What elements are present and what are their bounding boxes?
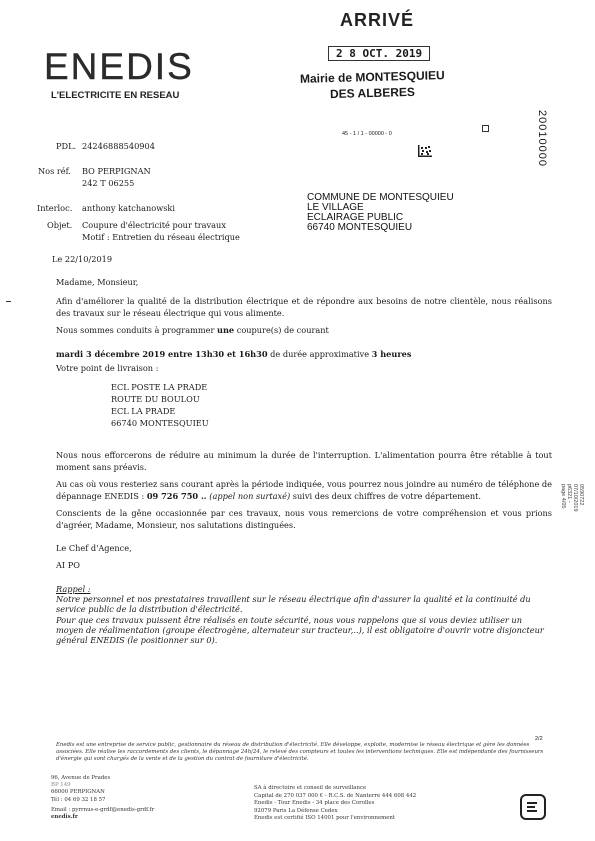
delivery-line-3: ECL LA PRADE — [111, 406, 176, 416]
rappel-paragraph-2: Pour que ces travaux puissent être réalisés en toute sécurité, nous vous rappelons que si vous deviez utiliser un moyen de réalimentation (groupe électrogène, alternateur sur tracteur,..), il est obligatoire d'ouvrir votre disjoncteur général ENEDIS (le positionner sur 0). — [56, 615, 544, 645]
interloc-label: Interloc. — [37, 203, 73, 213]
nosref-label: Nos réf. — [38, 166, 71, 176]
para4-phone: 09 726 750 .. — [146, 490, 207, 501]
enedis-logo-mark — [520, 794, 546, 820]
footer-right-line-3: Enedis - Tour Enedis - 34 place des Corolles — [254, 800, 375, 806]
footer-right-line-2: Capital de 270 037 000 € - R.C.S. de Nanterre 444 608 442 — [254, 793, 417, 799]
pdl-value: 24246888540904 — [82, 141, 155, 151]
delivery-label: Votre point de livraison : — [56, 363, 159, 373]
margin-mark — [6, 301, 11, 302]
delivery-line-2: ROUTE DU BOULOU — [111, 394, 200, 404]
stamp-mairie-line1: Mairie de MONTESQUIEU — [299, 68, 445, 86]
objet-value-1: Coupure d'électricité pour travaux — [82, 220, 226, 230]
para2-bold: une — [217, 325, 235, 335]
interloc-value: anthony katchanowski — [82, 203, 176, 213]
delivery-line-4: 66740 MONTESQUIEU — [111, 418, 209, 428]
schedule-line — [56, 349, 552, 361]
paragraph-troubleshooting — [56, 479, 552, 502]
recipient-line-2: LE VILLAGE — [307, 202, 364, 213]
objet-label: Objet. — [47, 220, 73, 230]
rappel-title: Rappel : — [56, 584, 91, 594]
schedule-date: mardi 3 décembre 2019 entre 13h30 et 16h30 — [56, 349, 268, 359]
letter-date: Le 22/10/2019 — [52, 254, 113, 264]
rappel-paragraph-1: Notre personnel et nos prestataires travaillent sur le réseau électrique afin d'assurer la qualité et la continuité du service public de la distribution d'électricité. — [56, 594, 531, 614]
signature-title: Le Chef d'Agence, — [56, 543, 132, 553]
nosref-value-2: 242 T 06255 — [82, 178, 135, 188]
paragraph-improvement: Afin d'améliorer la qualité de la distribution électrique et de répondre aux besoins de notre clientèle, nous réalisons des travaux sur le réseau électrique qui vous alimente. — [56, 296, 552, 318]
paragraph-programming — [56, 325, 552, 337]
para4-suffix: suivi des deux chiffres de votre département. — [292, 490, 481, 501]
page-number: 2/2 — [535, 736, 543, 742]
para2-prefix: Nous sommes conduits à programmer — [56, 325, 215, 335]
para4-prefix: Au cas où vous resteriez sans courant après la période indiquée, vous pourrez nous joindre au numéro de téléphone de dépannage ENEDIS : — [56, 479, 552, 501]
footer-left-line-6: enedis.fr — [51, 814, 78, 820]
footer-statement: Enedis est une entreprise de service public, gestionnaire du réseau de distribution d'électricité. Elle développe, exploite, modernise le réseau électrique et gère les données associées. Elle réalise les raccordements des clients, le dépannage 24h/24, le relevé des compteurs et toutes les interventions techniques. Elle est indépendante des fournisseurs d'énergie qui sont chargés de la vente et de la gestion du contrat de fourniture d'électricité. — [56, 742, 544, 762]
nosref-value-1: BO PERPIGNAN — [82, 166, 151, 176]
schedule-duration: 3 heures — [371, 349, 412, 359]
side-code: 0590722 07/10/2019 p6321 - page 4/05 — [560, 484, 584, 512]
logo-tagline: L'ELECTRICITE EN RESEAU — [51, 90, 180, 101]
footer-right-line-4: 92079 Paris La Défense Cedex — [254, 808, 338, 814]
para4-note: (appel non surtaxé) — [209, 490, 291, 501]
stamp-status: ARRIVÉ — [340, 10, 415, 30]
delivery-line-1: ECL POSTE LA PRADE — [111, 382, 208, 392]
datamatrix-code — [418, 142, 432, 154]
tracking-code: 45 - 1 / 1 - 00000 - 0 — [342, 131, 392, 137]
side-number: 20010000 — [536, 110, 548, 167]
paragraph-interruption: Nous nous efforcerons de réduire au minimum la durée de l'interruption. L'alimentation pourra être rétablie à tout moment sans préavis. — [56, 450, 552, 472]
signature-name: AI PO — [56, 560, 80, 570]
stamp-date: 2 8 OCT. 2019 — [328, 46, 430, 61]
recipient-line-4: 66740 MONTESQUIEU — [307, 222, 413, 233]
schedule-mid: de durée approximative — [270, 349, 370, 359]
footer-left-line-5: Email : pyrrnus-e-grdf@enedis-grdf.fr — [51, 807, 155, 813]
checkbox-mark — [482, 125, 489, 132]
stamp-mairie-line2: DES ALBERES — [329, 84, 416, 102]
footer-left-line-1: 96, Avenue de Prades — [51, 775, 111, 781]
recipient-line-1: COMMUNE DE MONTESQUIEU — [307, 192, 454, 203]
greeting: Madame, Monsieur, — [56, 277, 139, 287]
recipient-line-3: ECLAIRAGE PUBLIC — [307, 212, 404, 223]
footer-left-line-4: Tél : 04 69 32 18 57 — [51, 797, 106, 803]
enedis-logo: ENEDIS — [44, 46, 194, 87]
footer-left-line-2: BP 149 — [51, 782, 71, 788]
paragraph-closing: Conscients de la gêne occasionnée par ces travaux, nous vous remercions de votre compréhension et vous prions d'agréer, Madame, Monsieur, nos salutations distinguées. — [56, 508, 552, 530]
para2-suffix: coupure(s) de courant — [236, 325, 329, 335]
objet-value-2: Motif : Entretien du réseau électrique — [82, 232, 240, 242]
footer-right-line-1: SA à directoire et conseil de surveillance — [254, 785, 367, 791]
footer-right-line-5: Enedis est certifié ISO 14001 pour l'environnement — [254, 815, 396, 821]
pdl-label: PDL. — [56, 141, 77, 151]
footer-left-line-3: 66000 PERPIGNAN — [51, 789, 105, 795]
